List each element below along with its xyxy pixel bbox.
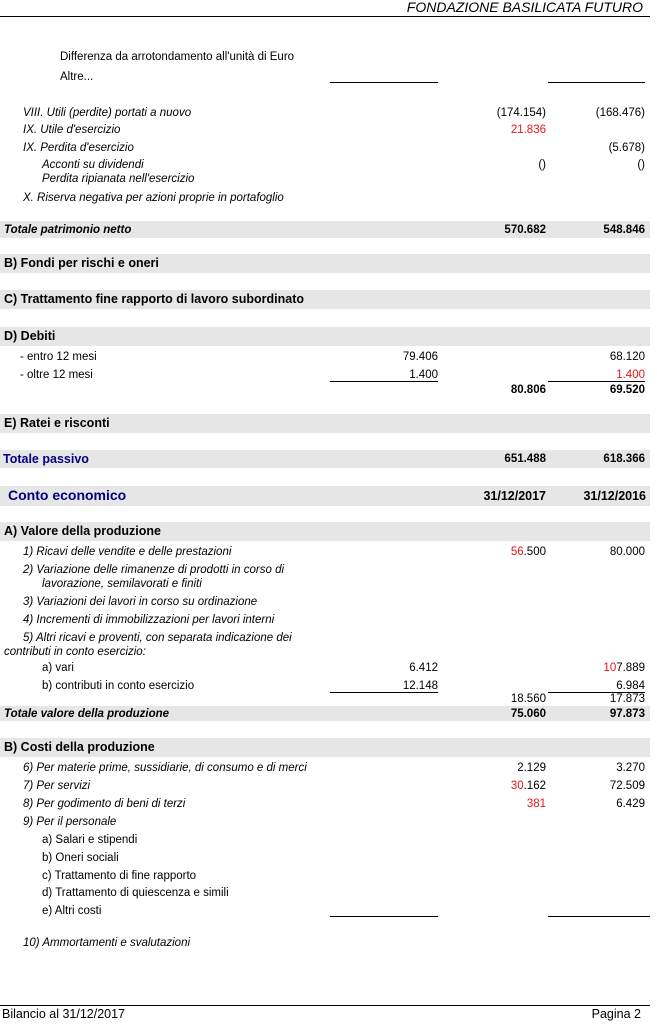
document-header-title: FONDAZIONE BASILICATA FUTURO xyxy=(406,0,643,15)
contributi-2016: 6.984 xyxy=(616,680,645,692)
costi-produzione-header: B) Costi della produzione xyxy=(4,740,155,754)
conto-economico-col-2017: 31/12/2017 xyxy=(483,489,546,503)
underline-col1 xyxy=(330,82,438,83)
underline-col3 xyxy=(548,82,645,83)
debiti-header: D) Debiti xyxy=(4,329,56,343)
perdita-ripianata-label: Perdita ripianata nell'esercizio xyxy=(42,173,195,185)
altri-costi-underline-col1 xyxy=(330,916,438,917)
altri-ricavi-label-a: 5) Altri ricavi e proventi, con separata indicazione dei xyxy=(23,632,292,644)
debiti-underline-col3 xyxy=(548,381,645,382)
vari-2016: 107.889 xyxy=(603,662,645,674)
ricavi-vendite-2017: 56.500 xyxy=(510,546,546,558)
riserva-negativa-label: X. Riserva negativa per azioni proprie in portafoglio xyxy=(23,192,284,204)
debiti-underline-col1 xyxy=(330,381,438,382)
totale-patrimonio-label: Totale patrimonio netto xyxy=(4,224,132,236)
header-rule xyxy=(0,16,650,17)
conto-economico-title: Conto economico xyxy=(8,487,127,503)
subtotale-2017: 18.560 xyxy=(510,693,546,705)
servizi-2016: 72.509 xyxy=(609,780,645,792)
contributi-underline-col1 xyxy=(330,692,438,693)
debiti-oltre-2017: 1.400 xyxy=(409,369,438,381)
debiti-totale-2016: 69.520 xyxy=(609,384,645,396)
utili-perdite-nuovo-2017: (174.154) xyxy=(496,107,546,119)
totale-passivo-2016: 618.366 xyxy=(603,453,645,465)
subtotale-2016: 17.873 xyxy=(609,693,645,705)
totale-valore-produzione-label: Totale valore della produzione xyxy=(4,708,170,720)
ricavi-vendite-2016: 80.000 xyxy=(609,546,645,558)
utile-esercizio-label: IX. Utile d'esercizio xyxy=(23,124,121,136)
debiti-entro-2016: 68.120 xyxy=(609,351,645,363)
trattamento-fine-rapporto-label: c) Trattamento di fine rapporto xyxy=(42,870,197,882)
servizi-label: 7) Per servizi xyxy=(23,780,91,792)
materie-prime-label: 6) Per materie prime, sussidiarie, di consumo e di merci xyxy=(23,762,307,774)
utili-perdite-nuovo-2016: (168.476) xyxy=(595,107,645,119)
contributi-2017: 12.148 xyxy=(402,680,438,692)
variazione-rimanenze-label-b: lavorazione, semilavorati e finiti xyxy=(42,578,202,590)
footer-left-text: Bilancio al 31/12/2017 xyxy=(2,1007,126,1021)
oneri-sociali-label: b) Oneri sociali xyxy=(42,852,119,864)
valore-produzione-header: A) Valore della produzione xyxy=(4,524,161,538)
personale-label: 9) Per il personale xyxy=(23,816,117,828)
totale-patrimonio-2017: 570.682 xyxy=(504,224,546,236)
totale-valore-produzione-2016: 97.873 xyxy=(609,708,645,720)
debiti-totale-2017: 80.806 xyxy=(510,384,546,396)
totale-passivo-2017: 651.488 xyxy=(504,453,546,465)
contributi-label: b) contributi in conto esercizio xyxy=(42,680,195,692)
footer-page-number: Pagina 2 xyxy=(591,1007,641,1021)
tfr-header: C) Trattamento fine rapporto di lavoro subordinato xyxy=(4,292,305,306)
servizi-2017: 30.162 xyxy=(510,780,546,792)
perdita-esercizio-2016: (5.678) xyxy=(608,142,645,154)
altri-costi-underline-col3 xyxy=(548,916,650,917)
incrementi-immobilizzazioni-label: 4) Incrementi di immobilizzazioni per lavori interni xyxy=(23,614,275,626)
ratei-header: E) Ratei e risconti xyxy=(4,416,110,430)
ricavi-vendite-label: 1) Ricavi delle vendite e delle prestazioni xyxy=(23,546,232,558)
godimento-beni-2016: 6.429 xyxy=(616,798,645,810)
debiti-entro-2017: 79.406 xyxy=(402,351,438,363)
altre-label: Altre... xyxy=(60,71,94,83)
variazioni-lavori-label: 3) Variazioni dei lavori in corso su ordinazione xyxy=(23,596,258,608)
materie-prime-2016: 3.270 xyxy=(616,762,645,774)
godimento-beni-label: 8) Per godimento di beni di terzi xyxy=(23,798,186,810)
totale-valore-produzione-2017: 75.060 xyxy=(510,708,546,720)
variazione-rimanenze-label-a: 2) Variazione delle rimanenze di prodotti in corso di xyxy=(23,564,285,576)
perdita-esercizio-label: IX. Perdita d'esercizio xyxy=(23,142,134,154)
acconti-dividendi-2017: () xyxy=(538,159,546,171)
acconti-dividendi-label: Acconti su dividendi xyxy=(42,159,144,171)
footer-rule xyxy=(0,1005,650,1006)
utili-perdite-nuovo-label: VIII. Utili (perdite) portati a nuovo xyxy=(23,107,192,119)
debiti-oltre-label: - oltre 12 mesi xyxy=(20,369,93,381)
godimento-beni-2017: 381 xyxy=(526,798,546,810)
materie-prime-2017: 2.129 xyxy=(517,762,546,774)
conto-economico-col-2016: 31/12/2016 xyxy=(583,489,646,503)
ammortamenti-label: 10) Ammortamenti e svalutazioni xyxy=(23,937,191,949)
vari-2017: 6.412 xyxy=(409,662,438,674)
utile-esercizio-2017: 21.836 xyxy=(510,124,546,136)
debiti-band xyxy=(0,327,650,346)
debiti-entro-label: - entro 12 mesi xyxy=(20,351,97,363)
acconti-dividendi-2016: () xyxy=(637,159,645,171)
totale-patrimonio-2016: 548.846 xyxy=(603,224,645,236)
fondi-rischi-header: B) Fondi per rischi e oneri xyxy=(4,256,159,270)
totale-passivo-label: Totale passivo xyxy=(3,452,89,466)
debiti-oltre-2016: 1.400 xyxy=(616,369,645,381)
vari-label: a) vari xyxy=(42,662,74,674)
altri-costi-label: e) Altri costi xyxy=(42,905,102,917)
altri-ricavi-label-b: contributi in conto esercizio: xyxy=(4,646,146,658)
trattamento-quiescenza-label: d) Trattamento di quiescenza e simili xyxy=(42,887,229,899)
salari-stipendi-label: a) Salari e stipendi xyxy=(42,834,138,846)
diff-arrotondamento-label: Differenza da arrotondamento all'unità di Euro xyxy=(60,51,295,63)
